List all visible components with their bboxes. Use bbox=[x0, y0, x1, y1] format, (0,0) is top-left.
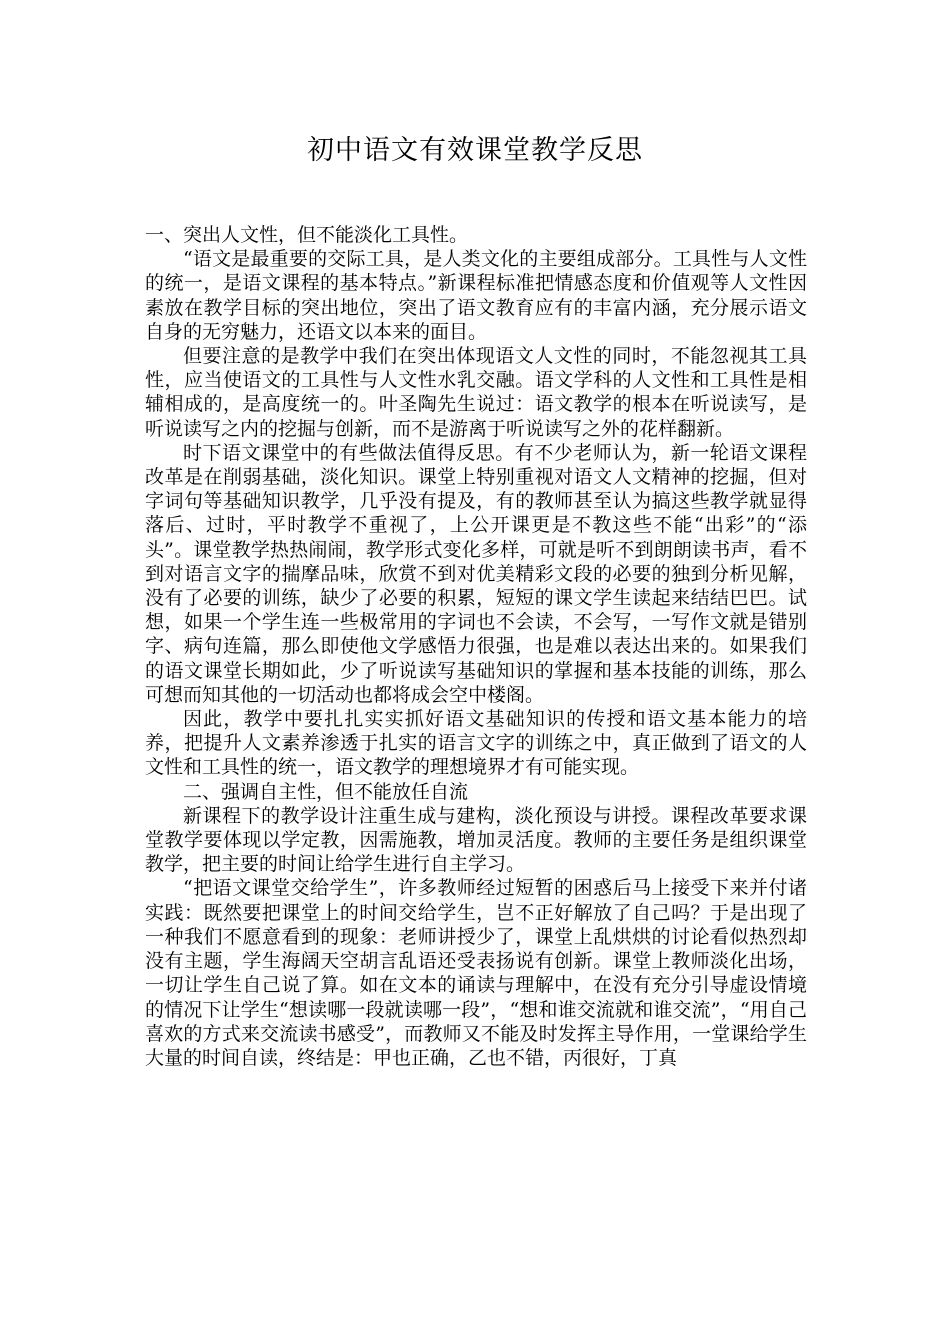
paragraph: “把语文课堂交给学生”，许多教师经过短暂的困惑后马上接受下来并付诸实践：既然要把课堂上的时间交给学生，岂不正好解放了自己吗？于是出现了一种我们不愿意看到的现象：老师讲授少了，课堂上乱烘烘的讨论看似热烈却没有主题，学生海阔天空胡言乱语还受表扬说有创新。课堂上教师淡化出场，一切让学生自己说了算。如在文本的诵读与理解中，在没有充分引导虚设情境的情况下让学生“想读哪一段就读哪一段”，“想和谁交流就和谁交流”，“用自己喜欢的方式来交流读书感受”，而教师又不能及时发挥主导作用，一堂课给学生大量的时间自读，终结是：甲也正确，乙也不错，丙很好，丁真 bbox=[145, 877, 807, 1069]
paragraph: 新课程下的教学设计注重生成与建构，淡化预设与讲授。课程改革要求课堂教学要体现以学定教，因需施教，增加灵活度。教师的主要任务是组织课堂教学，把主要的时间让给学生进行自主学习。 bbox=[145, 804, 807, 876]
document-body bbox=[145, 223, 807, 1070]
section-heading-1: 一、突出人文性，但不能淡化工具性。 bbox=[145, 224, 469, 246]
paragraph: 但要注意的是教学中我们在突出体现语文人文性的同时，不能忽视其工具性，应当使语文的工具性与人文性水乳交融。语文学科的人文性和工具性是相辅相成的，是高度统一的。叶圣陶先生说过：语文教学的根本在听说读写，是听说读写之内的挖掘与创新，而不是游离于听说读写之外的花样翻新。 bbox=[145, 345, 807, 440]
document-title: 初中语文有效课堂教学反思 bbox=[307, 135, 643, 166]
paragraph: 时下语文课堂中的有些做法值得反思。有不少老师认为，新一轮语文课程改革是在削弱基础，淡化知识。课堂上特别重视对语文人文精神的挖掘，但对字词句等基础知识教学，几乎没有提及，有的教师甚至认为搞这些教学就显得落后、过时，平时教学不重视了，上公开课更是不教这些不能“出彩”的“添头”。课堂教学热热闹闹，教学形式变化多样，可就是听不到朗朗读书声，看不到对语言文字的揣摩品味，欣赏不到对优美精彩文段的必要的独到分析见解，没有了必要的训练，缺少了必要的积累，短短的课文学生读起来结结巴巴。试想，如果一个学生连一些极常用的字词也不会读，不会写，一写作文就是错别字、病句连篇，那么即使他文学感悟力很强，也是难以表达出来的。如果我们的语文课堂长期如此，少了听说读写基础知识的掌握和基本技能的训练，那么可想而知其他的一切活动也都将成会空中楼阁。 bbox=[145, 441, 807, 706]
section-heading-2: 二、强调自主性，但不能放任自流 bbox=[183, 780, 469, 803]
paragraph: “语文是最重要的交际工具，是人类文化的主要组成部分。工具性与人文性的统一，是语文课程的基本特点。”新课程标准把情感态度和价值观等人文性因素放在教学目标的突出地位，突出了语文教育应有的丰富内涵，充分展示语文自身的无穷魅力，还语文以本来的面目。 bbox=[145, 248, 807, 343]
paragraph: 因此，教学中要扎扎实实抓好语文基础知识的传授和语文基本能力的培养，把提升人文素养渗透于扎实的语言文字的训练之中，真正做到了语文的人文性和工具性的统一，语文教学的理想境界才有可能实现。 bbox=[145, 708, 807, 779]
